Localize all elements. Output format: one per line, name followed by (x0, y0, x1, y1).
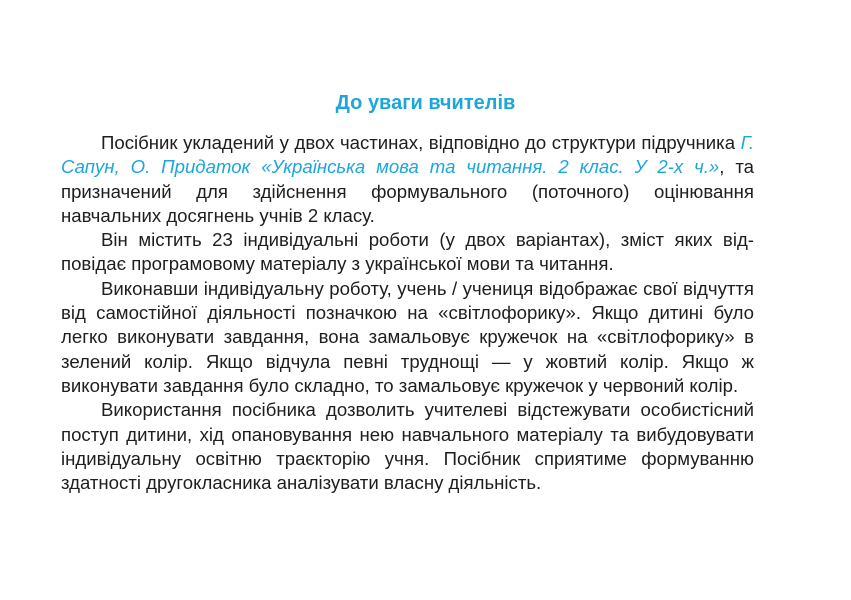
textbook-reference: Г. Сапун, О. Придаток «Українська мова та читання. 2 клас. У 2-х ч.» (61, 132, 754, 178)
paragraph-benefits: Використання посібника дозволить учителеві відстежувати особистісний поступ дитини, хід опановування нею навчального матеріалу та вибудовувати індивідуальну освітню траєкторію учня. Посібник сприятиме формуванню здатності другокласника аналізувати власну діяльність. (61, 399, 754, 494)
paragraph-contents: Він містить 23 індивідуальні роботи (у двох варіантах), зміст яких відповідає програмовому матеріалу з української мови та читання. (61, 229, 754, 275)
paragraph-intro-end: , та призначений для здійснення формувального (поточного) оцінювання навчальних досягнень учнів 2 класу. (61, 156, 755, 226)
paragraph-intro (61, 131, 754, 228)
paragraph-intro-start: Посібник укладений у двох частинах, відповідно до структури підручника (101, 132, 741, 153)
body-text (61, 131, 754, 495)
page-title: До уваги вчителів (335, 92, 516, 114)
paragraph-traffic-light: Виконавши індивідуальну роботу, учень / учениця відображає свої відчуття від самостійної діяльності позначкою на «світлофорику». Якщо дитині було легко виконувати завдання, вона замальовує кружечок на «світлофорику» в зелений колір. Якщо відчула певні труднощі — у жовтий колір. Якщо ж виконувати завдання було складно, то замальовує кружечок у червоний колір. (61, 277, 754, 396)
